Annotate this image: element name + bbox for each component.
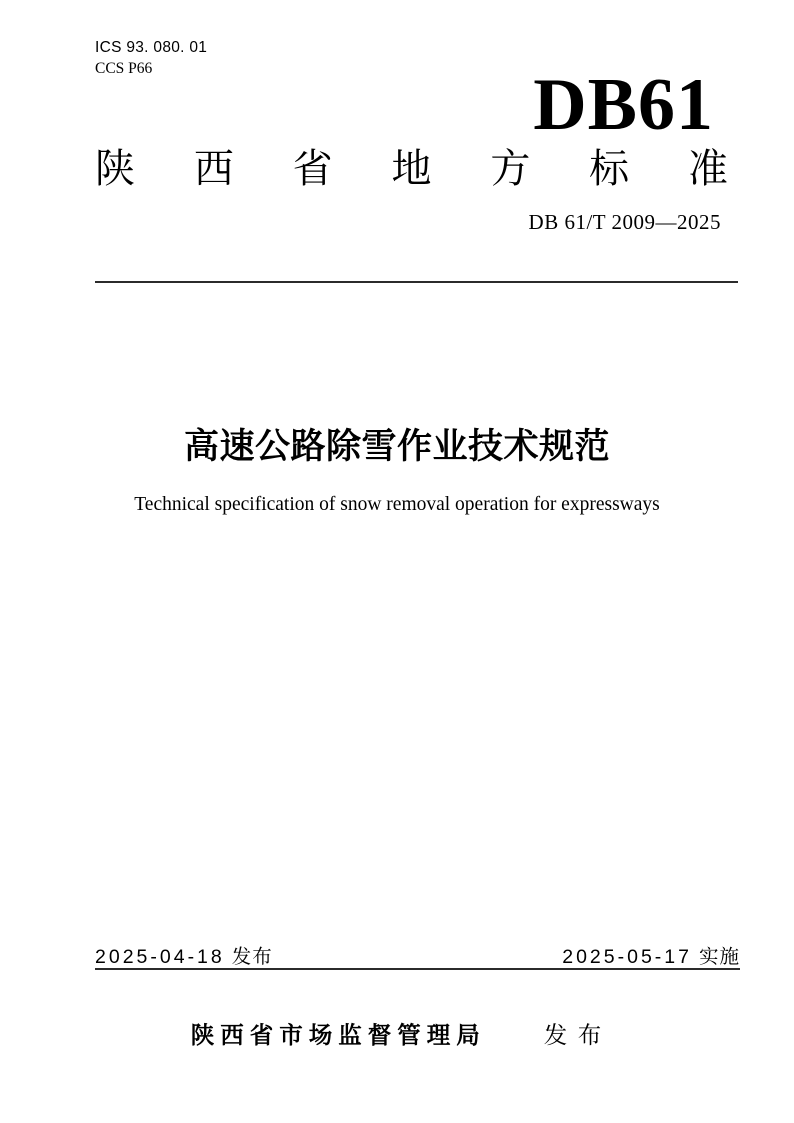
ccs-code: CCS P66	[95, 60, 153, 77]
publish-label: 发布	[231, 946, 273, 968]
standard-category-title: 陕 西 省 地 方 标 准	[95, 147, 728, 191]
standard-number: DB 61/T 2009—2025	[528, 210, 721, 234]
issuing-authority: 陕西省市场监督管理局	[190, 1022, 486, 1048]
ics-code: ICS 93. 080. 01	[95, 39, 208, 56]
publish-date-group	[95, 941, 273, 969]
document-title-zh: 高速公路除雪作业技术规范	[183, 427, 610, 466]
implement-date: 2025-05-17	[562, 946, 692, 968]
publish-date: 2025-04-18	[95, 946, 225, 968]
implement-label: 实施	[698, 946, 740, 968]
implement-date-group	[562, 941, 740, 969]
issue-action-label: 发 布	[543, 1022, 604, 1048]
document-title-en: Technical specification of snow removal operation for expressways	[134, 494, 660, 515]
header-divider	[95, 281, 738, 283]
dates-row	[95, 941, 740, 969]
db61-logo: DB61	[533, 64, 714, 146]
publisher-row	[0, 1016, 794, 1050]
footer-divider	[95, 968, 740, 970]
